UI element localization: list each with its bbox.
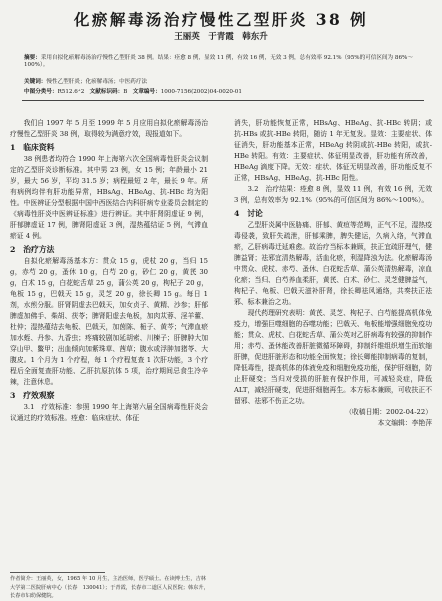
- author-footnote: 作者简介：王丽英，女，1965 年 10 月生，主治医师，医学硕士。在读博士生，吉林大学第二医院肝病中心（长春 130041）；于青霞，长春市二道区人民医院；韩东升，长春市妇幼保健院。: [10, 576, 209, 599]
- editor-credit: 本文编辑：李艳萍: [377, 419, 432, 427]
- paragraph: 消失，肝功能恢复正常，HBsAg、HBeAg、抗-HBc 转阴；或抗-HBs 或抗-HBe 转阳，随访 1 年无复发。显效：主要症状、体征消失，肝功能基本正常，HBeAg 转阴或抗-HBe 转阳，或抗-HBe 转阳。有效：主要症状、体征明显改善，肝功能有所改善，HBeAg 滴度下降。无效：症状、体征无明显改善，肝功能反复不正常，HBsAg、HBeAg、抗-HBc 阳性。: [234, 119, 432, 182]
- right-column: [234, 118, 432, 429]
- paragraph: 3.1 疗效标准：参照 1990 年上海第六届全国病毒性肝炎会议通过的疗效标准。痊愈：临床症状、体征: [10, 403, 208, 422]
- header-divider: [22, 100, 424, 101]
- section-heading: 2 治疗方法: [10, 245, 55, 254]
- abstract: [24, 55, 424, 70]
- keywords-text: 慢性乙型肝炎；化瘀解毒汤；中医药疗法: [46, 79, 148, 85]
- classification-line: [24, 89, 424, 96]
- received-date: （收稿日期：2002-04-22）: [345, 408, 432, 416]
- paragraph: 3.2 治疗结果：痊愈 8 例，显效 11 例，有效 16 例，无效 3 例，总有效率为 92.1%（95%的可信区间为 86%～100%）。: [234, 185, 432, 204]
- abstract-text: 采用自拟化瘀解毒汤治疗慢性乙型肝炎 38 例。结果：痊愈 8 例，显效 11 例，有效 16 例，无效 3 例，总有效率 92.1%（95%的可信区间为 86%～100%）。: [24, 55, 413, 69]
- section-heading: 3 疗效观察: [10, 391, 55, 400]
- cls-value: R512.6⁺2: [57, 89, 85, 95]
- doc-label: 文献标识码：: [89, 89, 124, 95]
- keywords-label: 关键词：: [24, 79, 47, 85]
- article-authors: 王丽英 于青霞 韩东升: [174, 32, 268, 42]
- doc-value: B: [123, 89, 128, 95]
- paragraph: 38 例患者均符合 1990 年上海第六次全国病毒性肝炎会议制定的乙型肝炎诊断标准。其中男 23 例，女 15 例；年龄最小 21 岁，最大 56 岁，平均 31.5 岁；病程最短 2 年，最长 9 年。所有病例均伴有肝功能异常，HBsAg、HBeAg、抗-HBc 均为阳性。中医辨证分型根据中国中西医结合内科肝病专业委员会制定的《病毒性肝炎中医辨证标准》进行辨证。其中肝肾阴虚证 9 例，肝郁脾虚证 17 例，脾肾阳虚证 3 例，湿热蕴结证 5 例，气滞血瘀证 4 例。: [10, 155, 208, 240]
- paragraph: 现代药理研究表明：黄芪、灵芝、枸杞子、白芍能提高机体免疫力，增强巨噬细胞的吞噬功能；巴戟天、龟板能增强细胞免疫功能；贯众、虎杖、白花蛇舌草、蒲公英对乙肝病毒有较强的抑制作用；赤芍、蚤休能改善肝脏微循环障碍，抑制纤维组织增生而软缩肝脾，促进肝脏形态和功能全面恢复；徐长卿能抑制病毒的复制，降低毒性，提高机体的体液免疫和细胞免疫功能，保护肝细胞，防止肝硬变；当归对受损的肝脏有保护作用，可减轻炎症，降低 ALT，减轻肝硬变，促进肝细胞再生。本方标本兼顾，可收扶正不留邪、祛邪不伤正之功。: [234, 309, 432, 405]
- art-value: 1000-7156(2002)04-0020-01: [160, 89, 242, 95]
- footnote-divider: [10, 572, 105, 573]
- section-heading: 4 讨论: [234, 209, 263, 218]
- cls-label: 中图分类号：: [24, 89, 58, 95]
- abstract-label: 摘要：: [24, 55, 41, 61]
- left-column: [10, 118, 208, 424]
- paragraph: 我们自 1997 年 5 月至 1999 年 5 月应用自拟化瘀解毒汤治疗慢性乙型肝炎 38 例，取得较为满意疗效，现报道如下。: [10, 119, 208, 138]
- art-label: 文章编号：: [132, 89, 161, 95]
- paragraph: 自拟化瘀解毒汤基本方：贯众 15 g，虎杖 20 g，当归 15 g，赤芍 20 g，蚤休 10 g，白芍 20 g，砂仁 20 g，黄芪 30 g，白术 15 g，白花蛇舌草 25 g，蒲公英 20 g，枸杞子 20 g，龟板 15 g，巴戟天 15 g，灵芝 20 g，徐长卿 15 g。每日 1 剂，水煎分服。肝肾阴虚去巴戟天，加女贞子、黄精、沙参；肝郁脾虚加佛手、柴胡、茯苓；脾肾阳虚去龟板，加肉苁蓉、淫羊藿、杜仲；湿热蕴结去龟板、巴戟天，加茵陈、栀子、黄芩；气滞血瘀加水蛭、丹参、九香虫；疼痛较剧加延胡索、川楝子；肝脾肿大加穿山甲、鳖甲；出血倾向加紫珠草、茜草；腹水或浮肿加猪苓、大腹皮。1 个月为 1 个疗程，每 1 个疗程复查 1 次肝功能，3 个疗程后全面复查肝功能、乙肝抗原抗体 5 项，治疗期间忌食生冷辛辣，注意休息。: [10, 257, 208, 386]
- paragraph: 乙型肝炎属中医胁痛、肝郁、黄疸等范畴，正气不足，湿热疫毒侵袭，致肝失疏泄，肝郁乘脾，脾失健运，久病入络，气滞血瘀，乙肝病毒迁延难愈。故治疗当标本兼顾，扶正宜疏肝理气，健脾益肾；祛邪宜清热解毒，活血化瘀，利湿降浊为法。化瘀解毒汤中贯众、虎杖、赤芍、蚤休、白花蛇舌草、蒲公英清热解毒，凉血化瘀；当归、白芍养血柔肝，黄芪、白术、砂仁、灵芝健脾益气，枸杞子、龟板、巴戟天滋补肝肾，徐长卿祛风通络，共奏扶正祛邪、标本兼治之功。: [234, 221, 432, 306]
- article-title: 化瘀解毒汤治疗慢性乙型肝炎 38 例: [73, 10, 369, 29]
- keywords: [24, 79, 424, 86]
- section-heading: 1 临床资料: [10, 143, 55, 152]
